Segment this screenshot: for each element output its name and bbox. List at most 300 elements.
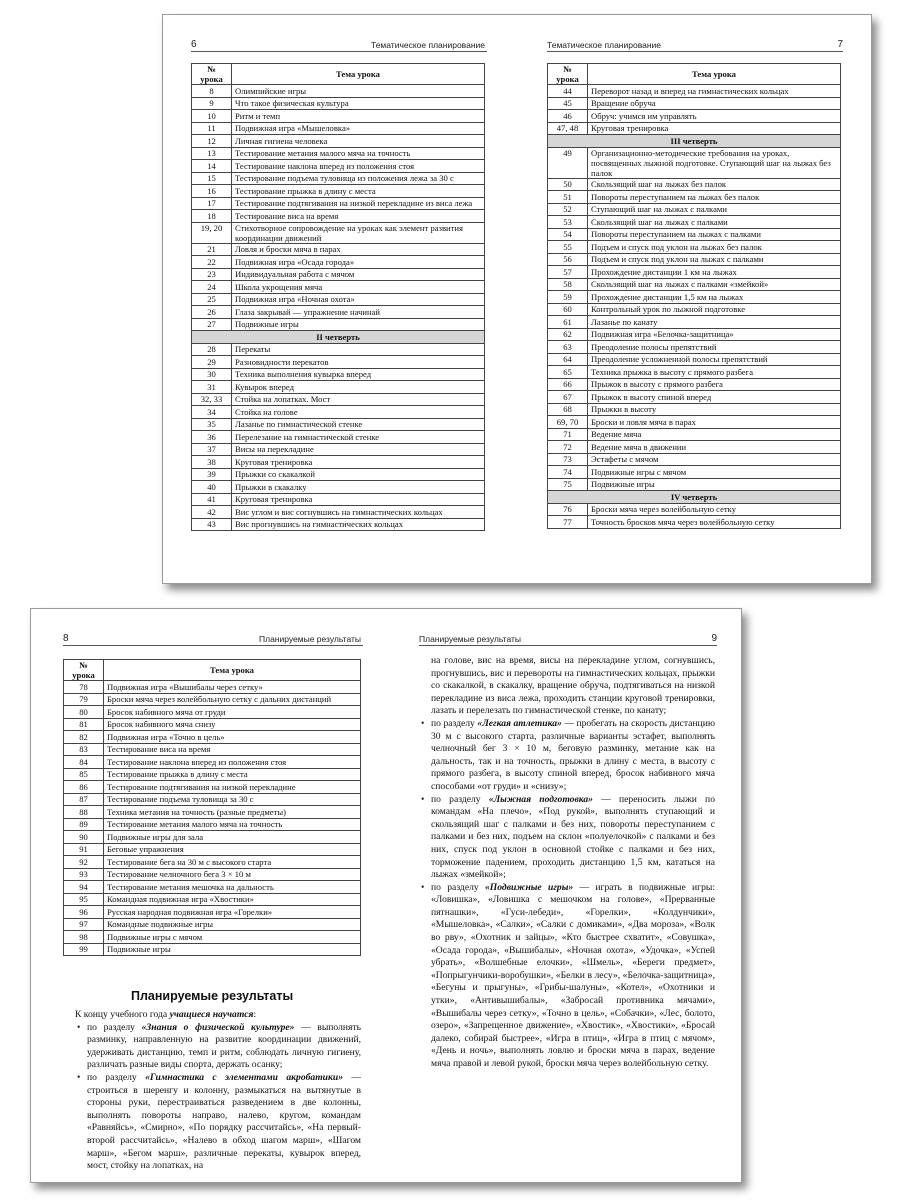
- table-row: [192, 506, 485, 519]
- lesson-topic: Повороты переступанием на лыжах с палками: [588, 228, 841, 241]
- table-row: [192, 393, 485, 406]
- lesson-topic: Что такое физическая культура: [232, 97, 485, 110]
- lesson-topic: Русская народная подвижная игра «Горелки»: [104, 906, 361, 919]
- page-number: 8: [63, 633, 69, 644]
- lesson-topic: Тестирование прыжка в длину с места: [232, 185, 485, 198]
- lesson-number: 41: [192, 493, 232, 506]
- lesson-topic: Обруч: учимся им управлять: [588, 110, 841, 123]
- lesson-number: 39: [192, 468, 232, 481]
- lesson-number: 99: [64, 943, 104, 956]
- lesson-topic: Бросок набивного мяча от груди: [104, 706, 361, 719]
- table-row: [548, 416, 841, 429]
- table-row: [192, 418, 485, 431]
- lesson-number: 64: [548, 353, 588, 366]
- table-row: [548, 241, 841, 254]
- lesson-number: 51: [548, 191, 588, 204]
- lesson-number: 8: [192, 85, 232, 98]
- lesson-number: 93: [64, 868, 104, 881]
- table-row: [548, 291, 841, 304]
- lesson-topic: Круговая тренировка: [232, 456, 485, 469]
- lesson-topic: Подъем и спуск под уклон на лыжах с палками: [588, 253, 841, 266]
- table-row: [192, 293, 485, 306]
- table-row: [64, 693, 361, 706]
- table-row: [192, 368, 485, 381]
- table-row: [64, 706, 361, 719]
- lesson-number: 36: [192, 431, 232, 444]
- lesson-topic: Прохождение дистанции 1 км на лыжах: [588, 266, 841, 279]
- page-header: [63, 633, 363, 646]
- lesson-topic: Подвижные игры: [232, 318, 485, 331]
- lesson-number: 50: [548, 178, 588, 191]
- lesson-topic: Стойка на лопатках. Мост: [232, 393, 485, 406]
- table-row: [192, 197, 485, 210]
- lesson-number: 22: [192, 256, 232, 269]
- lesson-number: 10: [192, 110, 232, 123]
- running-title: Планируемые результаты: [419, 634, 521, 644]
- lesson-number: 26: [192, 306, 232, 319]
- lesson-topic: Скользящий шаг на лыжах с палками: [588, 216, 841, 229]
- table-row: [64, 818, 361, 831]
- lesson-topic: Тестирование наклона вперед из положения стоя: [232, 160, 485, 173]
- lesson-topic: Прохождение дистанции 1,5 км на лыжах: [588, 291, 841, 304]
- lesson-number: 63: [548, 341, 588, 354]
- lesson-number: 76: [548, 503, 588, 516]
- table-row: [192, 356, 485, 369]
- table-row: [192, 97, 485, 110]
- table-row: [192, 306, 485, 319]
- table-row: [64, 931, 361, 944]
- lesson-number: 87: [64, 793, 104, 806]
- lesson-number: 17: [192, 197, 232, 210]
- lesson-number: 31: [192, 381, 232, 394]
- lesson-topic: Подвижная игра «Ночная охота»: [232, 293, 485, 306]
- lesson-number: 69, 70: [548, 416, 588, 429]
- table-row: [192, 518, 485, 531]
- lesson-topic: Школа укрощения мяча: [232, 281, 485, 294]
- lesson-number: 12: [192, 135, 232, 148]
- table-row: [192, 493, 485, 506]
- lesson-topic: Тестирование наклона вперед из положения стоя: [104, 756, 361, 769]
- lesson-number: 19, 20: [192, 222, 232, 243]
- results-list: [75, 1022, 361, 1173]
- lesson-number: 29: [192, 356, 232, 369]
- lesson-number: 37: [192, 443, 232, 456]
- lesson-topic: Преодоление усложненной полосы препятствий: [588, 353, 841, 366]
- lesson-table: [547, 63, 841, 529]
- lesson-number: 40: [192, 481, 232, 494]
- lesson-number: 61: [548, 316, 588, 329]
- lesson-number: 62: [548, 328, 588, 341]
- table-row: [192, 243, 485, 256]
- table-row: [192, 381, 485, 394]
- results-intro: К концу учебного года учащиеся научатся:: [75, 1009, 257, 1020]
- table-row: [548, 85, 841, 98]
- table-row: [548, 316, 841, 329]
- page-7: [547, 15, 843, 583]
- lesson-topic: Тестирование подтягивания на низкой перекладине из виса лежа: [232, 197, 485, 210]
- lesson-topic: Тестирование метания мешочка на дальность: [104, 881, 361, 894]
- lesson-topic: Ловля и броски мяча в парах: [232, 243, 485, 256]
- lesson-number: 16: [192, 185, 232, 198]
- lesson-topic: Броски мяча через волейбольную сетку: [588, 503, 841, 516]
- list-item: • по разделу «Легкая атлетика» — пробегать на скорость дистанцию 30 м с высокого старта, различные варианты эстафет, выполнять челночный бег 3 × 10 м, беговую разминку, метание как на дальность, так и на точность, прыжки в длину с места, в высоту с прямого разбега, в высоту спиной вперед, бросок набивного мяча способами «от груди» и «снизу»;: [419, 718, 715, 794]
- col-header-num: № урока: [548, 64, 588, 85]
- lesson-number: 79: [64, 693, 104, 706]
- lesson-topic: Перелезание на гимнастической стенке: [232, 431, 485, 444]
- section-label: II четверть: [192, 331, 485, 344]
- table-row: [548, 122, 841, 135]
- lesson-number: 73: [548, 453, 588, 466]
- list-item: • по разделу «Лыжная подготовка» — переносить лыжи по командам «На плечо», «Под рукой», выполнять ступающий и скользящий шаг с палками и без них, повороты переступанием с палками и без них, подъем на склон «полуелочкой» с палками и без них, спуск под уклон в основной стойке с палками и без них, торможение падением, проходить дистанцию 1,5 км, кататься на лыжах «змейкой»;: [419, 794, 715, 882]
- running-title: Планируемые результаты: [259, 634, 361, 644]
- lesson-number: 58: [548, 278, 588, 291]
- table-row: [548, 110, 841, 123]
- table-row: [64, 718, 361, 731]
- lesson-number: 98: [64, 931, 104, 944]
- table-row: [192, 456, 485, 469]
- lesson-topic: Броски мяча через волейбольную сетку с дальних дистанций: [104, 693, 361, 706]
- table-row: [548, 403, 841, 416]
- table-row: [548, 253, 841, 266]
- lesson-number: 56: [548, 253, 588, 266]
- table-row: [548, 366, 841, 379]
- table-row: [548, 478, 841, 491]
- table-row: [548, 503, 841, 516]
- page-number: 7: [837, 39, 843, 50]
- lesson-topic: Подвижная игра «Точно в цель»: [104, 731, 361, 744]
- lesson-number: 25: [192, 293, 232, 306]
- list-item: • по разделу «Знания о физической культуре» — выполнять разминку, направленную на развитие координации движений, удерживать дистанцию, темп и ритм, соблюдать личную гигиену, различать разные виды спорта, держать осанку;: [75, 1022, 361, 1072]
- lesson-topic: Круговая тренировка: [232, 493, 485, 506]
- lesson-topic: Прыжки в высоту: [588, 403, 841, 416]
- page-header: [191, 39, 487, 52]
- table-row: [548, 391, 841, 404]
- lesson-topic: Подвижные игры для зала: [104, 831, 361, 844]
- lesson-topic: Контрольный урок по лыжной подготовке: [588, 303, 841, 316]
- list-item: • по разделу «Подвижные игры» — играть в подвижные игры: «Ловишка», «Ловишка с мешочком на голове», «Прерванные пятнашки», «Гуси-лебеди», «Горелки», «Колдунчики», «Мышеловка», «Салки», «Салки с домиками», «Два мороза», «Волк во рву», «Охотник и зайцы», «Кто быстрее схватит», «Совушка», «Осада города», «Вышибалы», «Ночная охота», «Удочка», «Успей убрать», «Волшебные елочки», «Шмель», «Береги предмет», «Попрыгунчики-воробушки», «Белки в лесу», «Белочка-защитница», «Бегуны и прыгуны», «Грибы-шалуны», «Котел», «Охотники и утки», «Антивышибалы», «Забросай противника мячами», «Вышибалы через сетку», «Точно в цель», «Собачки», «Лес, болото, озеро», «Запрещенное движение», «Хвостик», «Хвостики», «Бросай далеко, собирай быстрее», «Игра в птиц», «Игра в птиц с мячом», «День и ночь», выполнять ловлю и броски мяча в парах, ведение мяча правой и левой рукой, броски мяча через волейбольную сетку.: [419, 882, 715, 1071]
- lesson-topic: Прыжки со скакалкой: [232, 468, 485, 481]
- lesson-number: 67: [548, 391, 588, 404]
- table-row: [192, 185, 485, 198]
- lesson-number: 85: [64, 768, 104, 781]
- lesson-topic: Тестирование бега на 30 м с высокого старта: [104, 856, 361, 869]
- section-heading: Планируемые результаты: [131, 989, 294, 1003]
- lesson-number: 94: [64, 881, 104, 894]
- lesson-number: 96: [64, 906, 104, 919]
- lesson-topic: Ступающий шаг на лыжах с палками: [588, 203, 841, 216]
- table-row: [192, 318, 485, 331]
- lesson-topic: Вращение обруча: [588, 97, 841, 110]
- lesson-topic: Перекаты: [232, 343, 485, 356]
- table-row: [548, 147, 841, 178]
- lesson-number: 46: [548, 110, 588, 123]
- lesson-topic: Ведение мяча: [588, 428, 841, 441]
- lesson-number: 92: [64, 856, 104, 869]
- lesson-number: 60: [548, 303, 588, 316]
- table-row: [548, 216, 841, 229]
- page-number: 9: [711, 633, 717, 644]
- table-row: [548, 378, 841, 391]
- lesson-number: 91: [64, 843, 104, 856]
- lesson-number: 52: [548, 203, 588, 216]
- lesson-topic: Тестирование виса на время: [104, 743, 361, 756]
- lesson-number: 28: [192, 343, 232, 356]
- lesson-number: 80: [64, 706, 104, 719]
- book-spread-pages-8-9: [30, 608, 742, 1183]
- lesson-number: 38: [192, 456, 232, 469]
- lesson-topic: Разновидности перекатов: [232, 356, 485, 369]
- list-item: • по разделу «Гимнастика с элементами акробатики» — строиться в шеренгу и колонну, размыкаться на вытянутые в стороны руки, перестраиваться разведением в две колонны, выполнять повороты направо, налево, кругом, командам «Равняйсь», «Смирно», «По порядку рассчитайсь», «На первый-второй рассчитайсь», «Налево в обход шагом марш», «Шагом марш», «Бегом марш», различные перекаты, кувырок вперед, мост, стойку на лопатках, на: [75, 1072, 361, 1173]
- lesson-topic: Олимпийские игры: [232, 85, 485, 98]
- page-8: [63, 609, 363, 1182]
- lesson-number: 97: [64, 918, 104, 931]
- col-header-num: № урока: [64, 660, 104, 681]
- lesson-topic: Индивидуальная работа с мячом: [232, 268, 485, 281]
- lesson-number: 88: [64, 806, 104, 819]
- lesson-number: 44: [548, 85, 588, 98]
- lesson-number: 90: [64, 831, 104, 844]
- table-row: [192, 122, 485, 135]
- table-row: [192, 481, 485, 494]
- lesson-number: 68: [548, 403, 588, 416]
- table-row: [64, 731, 361, 744]
- lesson-topic: Броски и ловля мяча в парах: [588, 416, 841, 429]
- lesson-topic: Круговая тренировка: [588, 122, 841, 135]
- lesson-topic: Преодоление полосы препятствий: [588, 341, 841, 354]
- results-column-left: [75, 1009, 361, 1173]
- lesson-topic: Беговые упражнения: [104, 843, 361, 856]
- lesson-topic: Стихотворное сопровождение на уроках как элемент развития координации движений: [232, 222, 485, 243]
- table-row: [64, 856, 361, 869]
- lesson-topic: Тестирование челночного бега 3 × 10 м: [104, 868, 361, 881]
- lesson-topic: Личная гигиена человека: [232, 135, 485, 148]
- table-row: [192, 85, 485, 98]
- table-row: [548, 428, 841, 441]
- running-title: Тематическое планирование: [370, 40, 485, 50]
- table-row: [64, 756, 361, 769]
- lesson-number: 35: [192, 418, 232, 431]
- table-row: [548, 441, 841, 454]
- lesson-topic: Тестирование подъема туловища из положения лежа за 30 с: [232, 172, 485, 185]
- lesson-topic: Переворот назад и вперед на гимнастических кольцах: [588, 85, 841, 98]
- lesson-topic: Тестирование подъема туловища за 30 с: [104, 793, 361, 806]
- lesson-number: 9: [192, 97, 232, 110]
- table-row: [64, 781, 361, 794]
- lesson-topic: Прыжок в высоту спиной вперед: [588, 391, 841, 404]
- table-row: [192, 256, 485, 269]
- lesson-topic: Тестирование прыжка в длину с места: [104, 768, 361, 781]
- table-row: [64, 843, 361, 856]
- table-row: [548, 466, 841, 479]
- section-label: III четверть: [548, 135, 841, 148]
- table-row: [548, 516, 841, 529]
- table-row: [192, 406, 485, 419]
- table-row: [64, 943, 361, 956]
- lesson-topic: Кувырок вперед: [232, 381, 485, 394]
- lesson-topic: Вис углом и вис согнувшись на гимнастических кольцах: [232, 506, 485, 519]
- lesson-number: 11: [192, 122, 232, 135]
- lesson-topic: Глаза закрывай — упражнение начинай: [232, 306, 485, 319]
- lesson-number: 32, 33: [192, 393, 232, 406]
- page-number: 6: [191, 39, 197, 50]
- table-row: [64, 831, 361, 844]
- lesson-number: 57: [548, 266, 588, 279]
- lesson-topic: Подвижная игра «Мышеловка»: [232, 122, 485, 135]
- lesson-topic: Подвижная игра «Осада города»: [232, 256, 485, 269]
- lesson-topic: Скользящий шаг на лыжах с палками «змейкой»: [588, 278, 841, 291]
- lesson-number: 65: [548, 366, 588, 379]
- quarter-section-row: [548, 135, 841, 148]
- table-row: [548, 303, 841, 316]
- lesson-number: 81: [64, 718, 104, 731]
- lesson-number: 84: [64, 756, 104, 769]
- results-list: [419, 718, 715, 1071]
- lesson-topic: Скользящий шаг на лыжах без палок: [588, 178, 841, 191]
- lesson-topic: Бросок набивного мяча снизу: [104, 718, 361, 731]
- section-label: IV четверть: [548, 491, 841, 504]
- lesson-topic: Ритм и темп: [232, 110, 485, 123]
- lesson-number: 86: [64, 781, 104, 794]
- lesson-number: 71: [548, 428, 588, 441]
- results-column-right: [419, 655, 715, 1071]
- lesson-number: 30: [192, 368, 232, 381]
- quarter-section-row: [192, 331, 485, 344]
- lesson-topic: Подвижные игры: [104, 943, 361, 956]
- table-row: [548, 353, 841, 366]
- lesson-topic: Висы на перекладине: [232, 443, 485, 456]
- lesson-table: [191, 63, 485, 531]
- table-row: [192, 343, 485, 356]
- lesson-number: 82: [64, 731, 104, 744]
- results-continued: на голове, вис на время, висы на перекладине углом, согнувшись, прогнувшись, вис и перевороты на гимнастических кольцах, прыжки со скакалкой, в скакалку, вращение обруча, подтягиваться на низкой перекладине из виса лежа, проходить станции круговой тренировки, лазать и перелезать по гимнастической стенке, по канату;: [431, 655, 715, 717]
- table-row: [192, 268, 485, 281]
- lesson-topic: Техника прыжка в высоту с прямого разбега: [588, 366, 841, 379]
- lesson-topic: Подъем и спуск под уклон на лыжах без палок: [588, 241, 841, 254]
- lesson-topic: Эстафеты с мячом: [588, 453, 841, 466]
- table-row: [548, 341, 841, 354]
- lesson-number: 95: [64, 893, 104, 906]
- table-row: [548, 191, 841, 204]
- lesson-topic: Прыжок в высоту с прямого разбега: [588, 378, 841, 391]
- lesson-number: 49: [548, 147, 588, 178]
- col-header-topic: Тема урока: [232, 64, 485, 85]
- table-row: [64, 793, 361, 806]
- table-row: [192, 135, 485, 148]
- table-row: [548, 453, 841, 466]
- page-9: [419, 609, 717, 1182]
- lesson-number: 23: [192, 268, 232, 281]
- table-row: [192, 443, 485, 456]
- lesson-number: 24: [192, 281, 232, 294]
- lesson-topic: Повороты переступанием на лыжах без палок: [588, 191, 841, 204]
- lesson-topic: Командные подвижные игры: [104, 918, 361, 931]
- lesson-number: 13: [192, 147, 232, 160]
- table-row: [64, 893, 361, 906]
- col-header-topic: Тема урока: [104, 660, 361, 681]
- lesson-number: 43: [192, 518, 232, 531]
- lesson-number: 66: [548, 378, 588, 391]
- table-row: [64, 743, 361, 756]
- page-6: [191, 15, 487, 583]
- lesson-number: 47, 48: [548, 122, 588, 135]
- lesson-number: 15: [192, 172, 232, 185]
- lesson-topic: Подвижные игры: [588, 478, 841, 491]
- lesson-topic: Вис прогнувшись на гимнастических кольцах: [232, 518, 485, 531]
- lesson-topic: Лазанье по гимнастической стенке: [232, 418, 485, 431]
- lesson-number: 77: [548, 516, 588, 529]
- lesson-topic: Командная подвижная игра «Хвостики»: [104, 893, 361, 906]
- table-row: [192, 147, 485, 160]
- lesson-topic: Техника метания на точность (разные предметы): [104, 806, 361, 819]
- table-row: [192, 222, 485, 243]
- col-header-num: № урока: [192, 64, 232, 85]
- lesson-number: 75: [548, 478, 588, 491]
- table-row: [192, 110, 485, 123]
- table-row: [192, 431, 485, 444]
- table-row: [548, 266, 841, 279]
- table-row: [548, 97, 841, 110]
- table-row: [64, 681, 361, 694]
- lesson-topic: Лазанье по канату: [588, 316, 841, 329]
- lesson-topic: Тестирование виса на время: [232, 210, 485, 223]
- lesson-number: 45: [548, 97, 588, 110]
- lesson-topic: Тестирование подтягивания на низкой перекладине: [104, 781, 361, 794]
- table-row: [548, 178, 841, 191]
- lesson-number: 18: [192, 210, 232, 223]
- lesson-number: 54: [548, 228, 588, 241]
- lesson-number: 53: [548, 216, 588, 229]
- lesson-number: 89: [64, 818, 104, 831]
- lesson-number: 27: [192, 318, 232, 331]
- table-row: [548, 278, 841, 291]
- table-row: [64, 806, 361, 819]
- lesson-number: 55: [548, 241, 588, 254]
- table-row: [64, 868, 361, 881]
- book-spread-pages-6-7: [162, 14, 872, 584]
- lesson-topic: Тестирование метания малого мяча на точность: [232, 147, 485, 160]
- lesson-number: 83: [64, 743, 104, 756]
- lesson-topic: Стойка на голове: [232, 406, 485, 419]
- quarter-section-row: [548, 491, 841, 504]
- table-row: [64, 881, 361, 894]
- col-header-topic: Тема урока: [588, 64, 841, 85]
- lesson-number: 78: [64, 681, 104, 694]
- lesson-number: 72: [548, 441, 588, 454]
- lesson-number: 74: [548, 466, 588, 479]
- lesson-topic: Ведение мяча в движении: [588, 441, 841, 454]
- lesson-topic: Подвижная игра «Белочка-защитница»: [588, 328, 841, 341]
- table-row: [548, 328, 841, 341]
- lesson-number: 34: [192, 406, 232, 419]
- table-row: [64, 918, 361, 931]
- lesson-topic: Прыжки в скакалку: [232, 481, 485, 494]
- running-title: Тематическое планирование: [547, 40, 662, 50]
- page-header: [547, 39, 843, 52]
- table-row: [192, 160, 485, 173]
- page-header: [419, 633, 717, 646]
- lesson-topic: Организационно-методические требования на уроках, посвященных лыжной подготовке. Ступающий шаг на лыжах без палок: [588, 147, 841, 178]
- lesson-topic: Точность бросков мяча через волейбольную сетку: [588, 516, 841, 529]
- lesson-number: 42: [192, 506, 232, 519]
- lesson-topic: Подвижные игры с мячом: [588, 466, 841, 479]
- lesson-number: 21: [192, 243, 232, 256]
- table-row: [192, 468, 485, 481]
- lesson-topic: Тестирование метания малого мяча на точность: [104, 818, 361, 831]
- table-row: [192, 281, 485, 294]
- table-row: [64, 768, 361, 781]
- table-row: [192, 210, 485, 223]
- table-row: [548, 228, 841, 241]
